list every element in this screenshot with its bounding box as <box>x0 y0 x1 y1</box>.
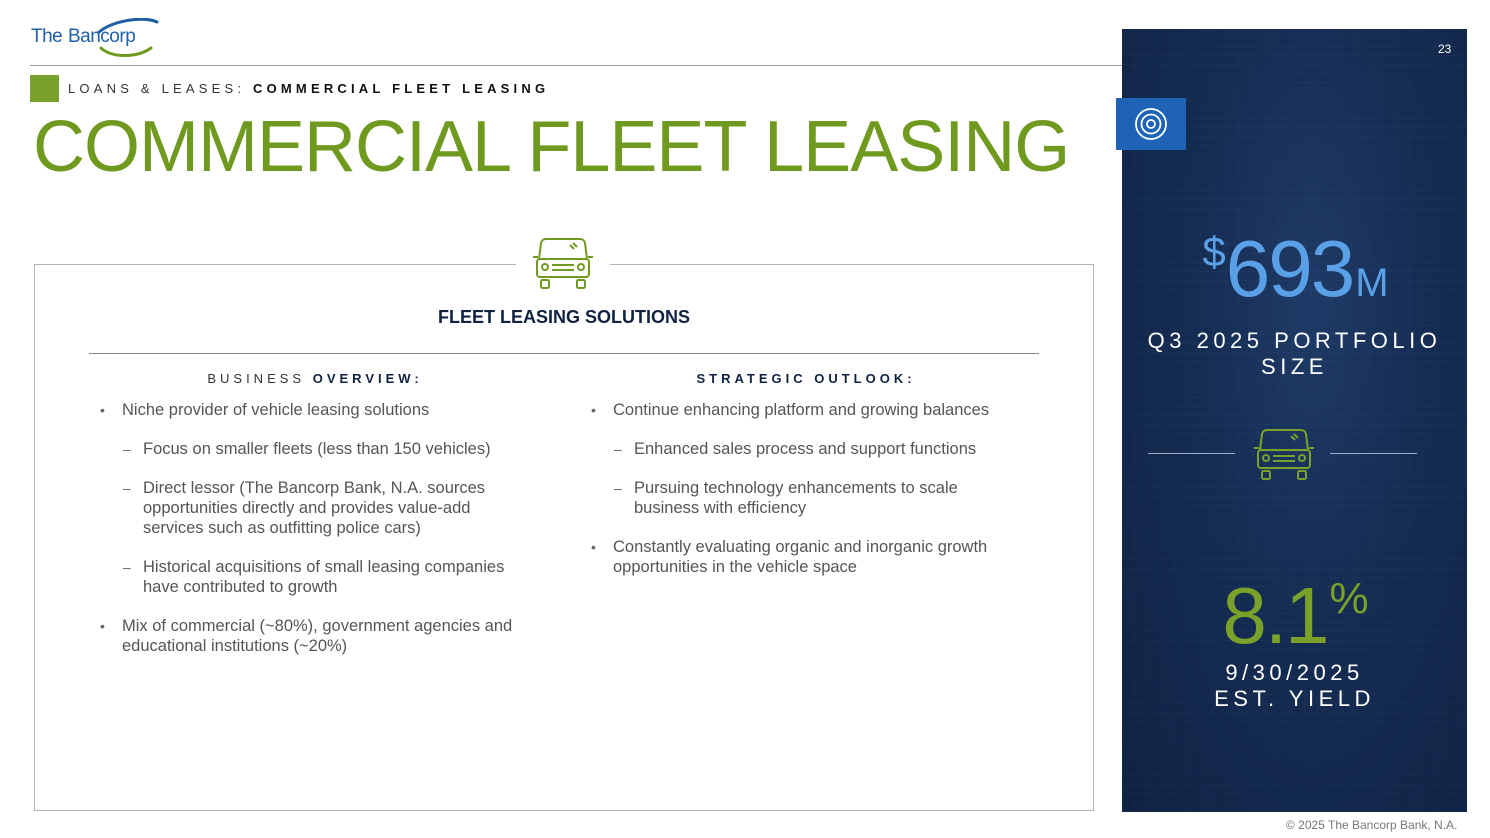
bullet-marker: • <box>591 402 596 418</box>
sidebar-divider-left <box>1148 453 1235 454</box>
yield-caption-line1: 9/30/2025 <box>1225 660 1364 685</box>
currency-prefix: $ <box>1202 228 1224 275</box>
bullet-marker: • <box>100 402 105 418</box>
bullet-marker: • <box>591 539 596 555</box>
strategic-outlook-heading <box>586 371 1026 386</box>
section-marker <box>30 75 59 102</box>
section-label <box>68 81 549 96</box>
bullet-marker: • <box>100 618 105 634</box>
van-icon <box>532 233 594 291</box>
heading-bold: OVERVIEW: <box>312 371 423 386</box>
list-item <box>586 400 1026 420</box>
unit-suffix: M <box>1355 261 1387 305</box>
list-item-text: Enhanced sales process and support functions <box>634 440 977 458</box>
strategic-outlook-column <box>586 371 1026 577</box>
list-item <box>95 557 535 597</box>
percent-suffix: % <box>1329 574 1367 623</box>
yield-value <box>1122 555 1467 660</box>
business-overview-heading <box>95 371 535 386</box>
card-title: FLEET LEASING SOLUTIONS <box>437 307 690 327</box>
page-title: COMMERCIAL FLEET LEASING <box>33 107 1070 187</box>
list-item-text: Niche provider of vehicle leasing solutions <box>122 401 430 419</box>
list-item <box>95 616 535 656</box>
dash-marker: – <box>614 480 622 496</box>
list-item <box>586 439 1026 459</box>
yield-caption-line2: EST. YIELD <box>1214 686 1375 711</box>
section-prefix: LOANS & LEASES: <box>68 81 246 96</box>
yield-stat <box>1122 555 1467 712</box>
list-item <box>95 400 535 420</box>
logo-text-name: Bancorp <box>68 26 136 47</box>
list-item-text: Direct lessor (The Bancorp Bank, N.A. sources opportunities directly and provides value-add services such as outfitting police cars) <box>143 479 486 537</box>
portfolio-number: 693 <box>1225 224 1354 313</box>
page-number: 23 <box>1438 42 1452 56</box>
dash-marker: – <box>123 441 131 457</box>
target-icon <box>1134 107 1168 141</box>
heading-bold: STRATEGIC OUTLOOK: <box>696 371 916 386</box>
dash-marker: – <box>614 441 622 457</box>
target-icon-box <box>1116 98 1186 150</box>
list-item-text: Historical acquisitions of small leasing companies have contributed to growth <box>143 558 505 596</box>
yield-number: 8.1 <box>1222 571 1328 660</box>
copyright-footer: © 2025 The Bancorp Bank, N.A. <box>1286 818 1458 832</box>
list-item-text: Continue enhancing platform and growing balances <box>613 401 990 419</box>
list-item-text: Mix of commercial (~80%), government agencies and educational institutions (~20%) <box>122 617 513 655</box>
list-item-text: Focus on smaller fleets (less than 150 vehicles) <box>143 440 491 458</box>
list-item-text: Constantly evaluating organic and inorganic growth opportunities in the vehicle space <box>613 538 988 576</box>
list-item <box>95 478 535 538</box>
section-name: COMMERCIAL FLEET LEASING <box>252 81 550 96</box>
list-item <box>586 537 1026 577</box>
portfolio-caption-line2: SIZE <box>1261 354 1328 379</box>
dash-marker: – <box>123 559 131 575</box>
logo-text-the: The <box>31 26 63 47</box>
dash-marker: – <box>123 480 131 496</box>
sidebar-divider-right <box>1330 453 1417 454</box>
portfolio-size-stat <box>1122 207 1467 380</box>
heading-light: BUSINESS <box>207 371 306 386</box>
portfolio-size-value <box>1122 207 1467 328</box>
bancorp-logo <box>31 18 161 62</box>
portfolio-caption-line1: Q3 2025 PORTFOLIO <box>1147 328 1442 353</box>
card-divider <box>89 353 1039 354</box>
van-icon <box>1253 424 1315 482</box>
list-item-text: Pursuing technology enhancements to scale business with efficiency <box>634 479 958 517</box>
list-item <box>586 478 1026 518</box>
business-overview-column <box>95 371 535 656</box>
list-item <box>95 439 535 459</box>
